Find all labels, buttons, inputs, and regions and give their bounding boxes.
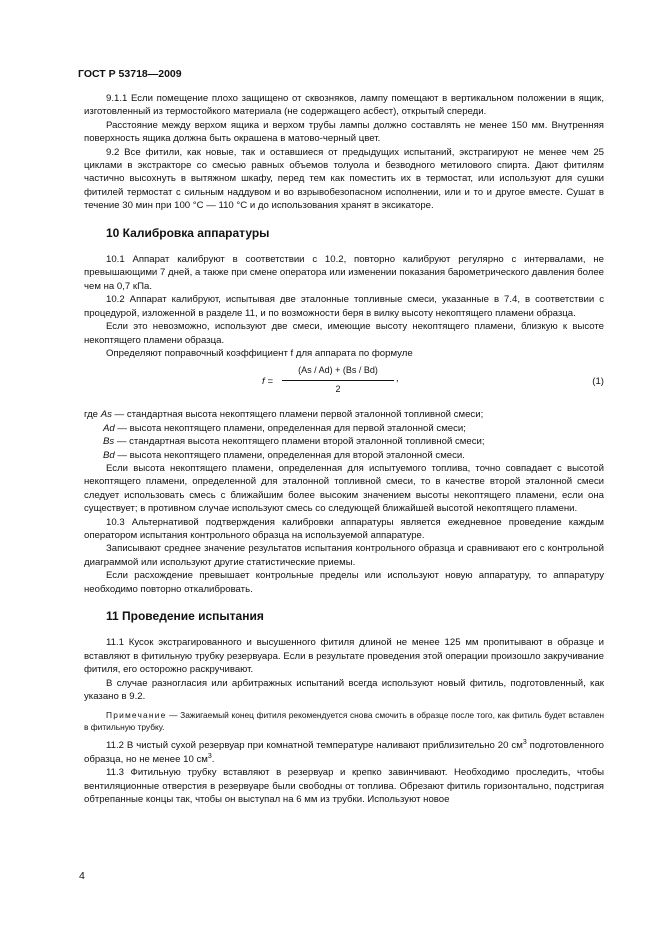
paragraph-11-1-cont: В случае разногласия или арбитражных испытаний всегда используют новый фитиль, подготовленный, как указано в 9.2. [84,677,604,703]
definition-where: где [84,409,99,421]
paragraph-11-3: 11.3 Фитильную трубку вставляют в резервуар и крепко завинчивают. Необходимо проследить, чтобы вентиляционные отверстия в резервуаре были свободны от топлива. Обрезают фитиль горизонтально, подстригая обтрепанные концы так, чтобы он выступал на 6 мм из трубки. Используют новое [84,767,604,806]
definition-ad [103,422,604,435]
paragraph-9-1-1: 9.1.1 Если помещение плохо защищено от сквозняков, лампу помещают в вертикальном положении в ящик, изготовленный из термостойкого материала (не содержащего асбест), открытый спереди. [84,93,604,118]
paragraph-11-2-part2: подготовленного образца, но не менее 10 см [84,740,605,765]
symbol-bs: Bs [103,436,115,448]
paragraph-9-2: 9.2 Все фитили, как новые, так и оставшиеся от предыдущих испытаний, экстрагируют не менее чем 25 циклами в экстракторе со смесью равных объемов толуола и безводного метилового спирта. Дают фитилям частично высохнуть в вытяжном шкафу, перед тем как поместить их в термостат, или используют для сушки фитилей термостат с сильным наддувом и во взрывобезопасном исполнении, или и то и другое вместе. Сушат в течение 30 мин при 100 °С — 110 °С и до использования хранят в эксикаторе. [84,146,604,212]
formula-number: (1) [592,376,604,388]
unit-superscript-2: 3 [207,752,212,760]
paragraph-10-2-cont: Если это невозможно, используют две смеси, имеющие высоту некоптящего пламени, близкую к высоте некоптящего пламени образца. [84,321,604,346]
formula-denominator: 2 [335,383,341,394]
paragraph-10-3-cont: Записывают среднее значение результатов испытания контрольного образца и сравнивают его с контрольной диаграммой или используют другие статистические приемы. [84,543,604,568]
paragraph-10-3: 10.3 Альтернативой подтверждения калибровки аппаратуры является ежедневное проведение каждым оператором испытания контрольного образца на используемой аппаратуре. [84,516,604,541]
definition-bd-text: — высота некоптящего пламени, определенная для второй эталонной смеси. [114,449,465,461]
note-text: — Зажигаемый конец фитиля рекомендуется снова смочить в образце после того, как фитиль будет вставлен в фитильную трубку. [84,710,604,733]
definition-as [84,408,604,421]
paragraph-10-3-cont2: Если расхождение превышает контрольные пределы или используют новую аппаратуру, то аппаратуру необходимо повторно откалибровать. [84,570,604,595]
paragraph-10-2: 10.2 Аппарат калибруют, испытывая две эталонные топливные смеси, указанные в 7.4, в соответствии с процедурой, изложенной в разделе 11, и по возможности беря в вилку высоту некоптящего пламени образца. [84,294,604,319]
section-heading-11: 11 Проведение испытания [106,609,264,623]
note-label: Примечание [106,710,167,721]
formula-fraction [282,364,394,396]
paragraph-10-2-note: Если высота некоптящего пламени, определенная для испытуемого топлива, точно совпадает с высотой некоптящего пламени, определенной для эталонной топливной смеси, то в качестве второй эталонной смеси следует использовать смесь с ближайшим более высоким значением высоты некоптящего пламени, если она существует; в противном случае используют смесь со следующей ближайшей высотой некоптящего пламени. [84,462,604,515]
unit-superscript: 3 [522,739,527,747]
definition-bs-text: — стандартная высота некоптящего пламени второй эталонной топливной смеси; [114,436,485,448]
paragraph-10-2-formula-intro: Определяют поправочный коэффициент f для аппарата по формуле [106,347,413,359]
definition-as-text: — стандартная высота некоптящего пламени первой эталонной топливной смеси; [111,409,484,421]
paragraph-9-1-1-cont: Расстояние между верхом ящика и верхом трубы лампы должно составлять не менее 150 мм. Внутренняя поверхность ящика должна быть окрашена в матово-черный цвет. [84,119,604,145]
paragraph-11-2-part1: 11.2 В чистый сухой резервуар при комнатной температуре наливают приблизительно 20 см [106,740,523,752]
formula-1 [84,364,604,404]
symbol-ad: Ad [103,422,115,434]
symbol-as: As [100,409,112,421]
formula-comma: , [396,373,399,385]
document-header: ГОСТ Р 53718—2009 [78,68,182,80]
definition-bs [103,435,604,448]
symbol-bd: Bd [103,449,115,461]
page-number: 4 [79,870,85,882]
definition-bd [103,449,604,462]
formula-lhs: f = [262,376,273,388]
definition-ad-text: — высота некоптящего пламени, определенная для первой эталонной смеси; [114,422,466,434]
paragraph-11-2 [84,739,604,766]
section-heading-10: 10 Калибровка аппаратуры [106,225,270,240]
formula-numerator: (As / Ad) + (Bs / Bd) [282,364,394,380]
note [84,709,604,733]
document-body [84,92,604,806]
paragraph-11-2-end: . [211,753,215,765]
paragraph-11-1: 11.1 Кусок экстрагированного и высушенного фитиля длиной не менее 125 мм пропитывают в образце и вставляют в фитильную трубку резервуара. Если в результате проведения этой операции произошло закручивание фитиля, его осторожно раскручивают. [84,637,604,676]
paragraph-10-1: 10.1 Аппарат калибруют в соответствии с 10.2, повторно калибруют регулярно с интервалами, не превышающими 7 дней, а также при смене оператора или изменении показания барометрического давления более чем на 0,7 кПа. [84,254,604,292]
